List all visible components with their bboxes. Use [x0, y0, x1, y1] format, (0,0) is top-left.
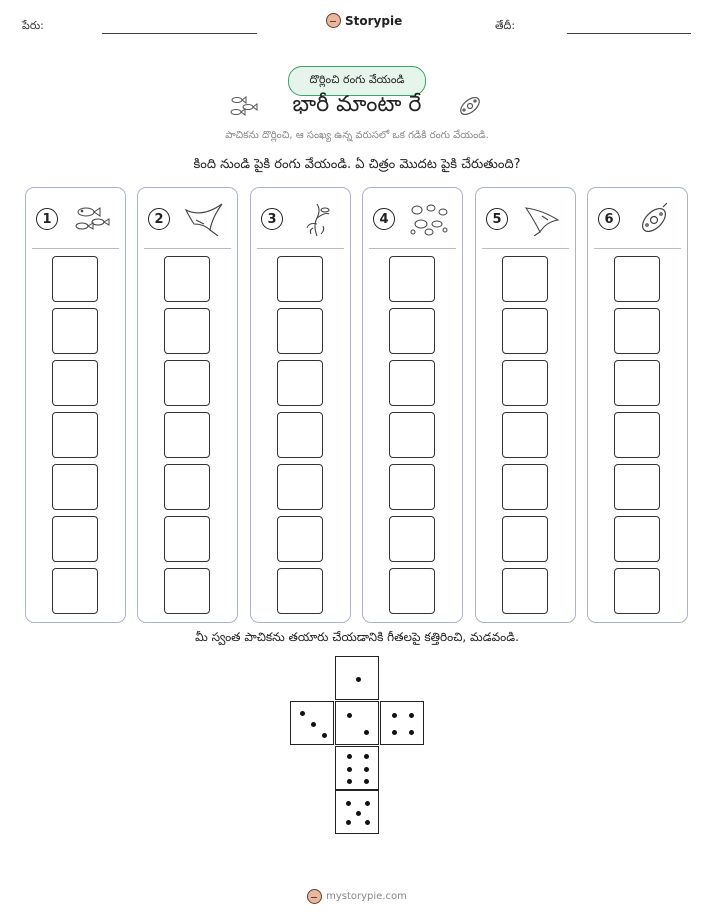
column-6 — [587, 187, 688, 623]
bear-logo-icon — [326, 13, 341, 28]
column-3 — [250, 187, 351, 623]
date-label: తేదీ: — [495, 19, 516, 32]
plankton-icon — [407, 200, 451, 236]
color-box[interactable] — [389, 308, 435, 354]
color-box[interactable] — [52, 360, 98, 406]
dice-face-2 — [335, 701, 379, 745]
color-box[interactable] — [52, 464, 98, 510]
column-1 — [25, 187, 126, 623]
color-box[interactable] — [614, 412, 660, 458]
column-2 — [137, 187, 238, 623]
brand-name: Storypie — [345, 13, 403, 28]
color-box[interactable] — [52, 256, 98, 302]
color-box[interactable] — [389, 464, 435, 510]
color-box[interactable] — [502, 308, 548, 354]
dice-pip — [364, 779, 369, 784]
color-box[interactable] — [164, 308, 210, 354]
color-box[interactable] — [614, 516, 660, 562]
dice-pip — [365, 801, 370, 806]
dice-face-1 — [335, 656, 379, 700]
column-divider — [32, 248, 119, 249]
color-box[interactable] — [502, 412, 548, 458]
dice-net — [290, 656, 424, 834]
color-box[interactable] — [502, 256, 548, 302]
column-divider — [257, 248, 344, 249]
column-number: 4 — [373, 208, 395, 230]
color-box[interactable] — [614, 256, 660, 302]
column-4 — [362, 187, 463, 623]
color-box[interactable] — [389, 568, 435, 614]
color-box[interactable] — [389, 360, 435, 406]
dice-pip — [356, 811, 361, 816]
color-box[interactable] — [614, 360, 660, 406]
stingray-icon — [520, 200, 564, 236]
column-number: 2 — [148, 208, 170, 230]
dice-face-3 — [290, 701, 334, 745]
color-box[interactable] — [164, 568, 210, 614]
color-box[interactable] — [164, 256, 210, 302]
color-box[interactable] — [389, 412, 435, 458]
footer — [0, 889, 714, 904]
color-box[interactable] — [277, 360, 323, 406]
footer-url[interactable]: mystorypie.com — [326, 891, 407, 902]
dice-face-5 — [335, 790, 379, 834]
color-box[interactable] — [164, 412, 210, 458]
color-box[interactable] — [277, 568, 323, 614]
microbe-icon — [632, 200, 676, 236]
color-box[interactable] — [52, 308, 98, 354]
microbe-title-icon — [456, 92, 484, 120]
column-divider — [594, 248, 681, 249]
dice-pip — [347, 754, 352, 759]
dice-pip — [346, 820, 351, 825]
dice-pip — [346, 801, 351, 806]
color-box[interactable] — [52, 516, 98, 562]
color-box[interactable] — [52, 568, 98, 614]
color-box[interactable] — [502, 568, 548, 614]
dice-pip — [364, 730, 369, 735]
column-5 — [475, 187, 576, 623]
name-label: పేరు: — [22, 19, 44, 32]
dice-pip — [322, 733, 327, 738]
dice-pip — [364, 767, 369, 772]
color-box[interactable] — [277, 464, 323, 510]
manta-ray-icon — [182, 200, 226, 236]
color-box[interactable] — [164, 360, 210, 406]
color-box[interactable] — [502, 464, 548, 510]
color-box[interactable] — [389, 516, 435, 562]
column-divider — [482, 248, 569, 249]
color-box[interactable] — [389, 256, 435, 302]
activity-tag: దొర్లించి రంగు వేయండి — [288, 66, 426, 96]
dice-pip — [347, 779, 352, 784]
dice-pip — [409, 730, 414, 735]
dice-pip — [347, 767, 352, 772]
dice-pip — [365, 820, 370, 825]
dice-pip — [347, 713, 352, 718]
page-title: భారీ మాంటా రే — [292, 92, 422, 117]
column-number: 6 — [598, 208, 620, 230]
fish-school-icon — [70, 200, 114, 236]
dice-face-6 — [335, 746, 379, 790]
color-box[interactable] — [52, 412, 98, 458]
footer-logo-icon — [307, 889, 322, 904]
instruction: కింది నుండి పైకి రంగు వేయండి. ఏ చిత్రం మొదట పైకి చేరుతుంది? — [193, 157, 521, 172]
color-box[interactable] — [277, 256, 323, 302]
column-number: 1 — [36, 208, 58, 230]
color-box[interactable] — [164, 516, 210, 562]
brand-logo — [326, 13, 402, 28]
seaweed-icon — [295, 200, 339, 236]
color-box[interactable] — [277, 308, 323, 354]
subtitle: పాచికను దొర్లించి, ఆ సంఖ్య ఉన్న వరుసలో ఒక గడికి రంగు వేయండి. — [225, 130, 489, 141]
dice-pip — [392, 730, 397, 735]
dice-pip — [409, 713, 414, 718]
dice-face-4 — [380, 701, 424, 745]
color-box[interactable] — [614, 308, 660, 354]
column-divider — [369, 248, 456, 249]
color-box[interactable] — [164, 464, 210, 510]
dice-pip — [392, 713, 397, 718]
color-box[interactable] — [277, 516, 323, 562]
dice-pip — [311, 722, 316, 727]
color-box[interactable] — [502, 360, 548, 406]
dice-pip — [356, 677, 361, 682]
color-box[interactable] — [614, 568, 660, 614]
dice-pip — [300, 711, 305, 716]
date-line[interactable] — [567, 33, 691, 34]
column-divider — [144, 248, 231, 249]
name-line[interactable] — [102, 33, 257, 34]
column-number: 5 — [486, 208, 508, 230]
column-number: 3 — [261, 208, 283, 230]
dice-pip — [364, 754, 369, 759]
cut-instruction: మీ స్వంత పాచికను తయారు చేయడానికి గీతలపై కత్తిరించి, మడవండి. — [195, 630, 519, 644]
color-box[interactable] — [502, 516, 548, 562]
color-box[interactable] — [614, 464, 660, 510]
color-box[interactable] — [277, 412, 323, 458]
